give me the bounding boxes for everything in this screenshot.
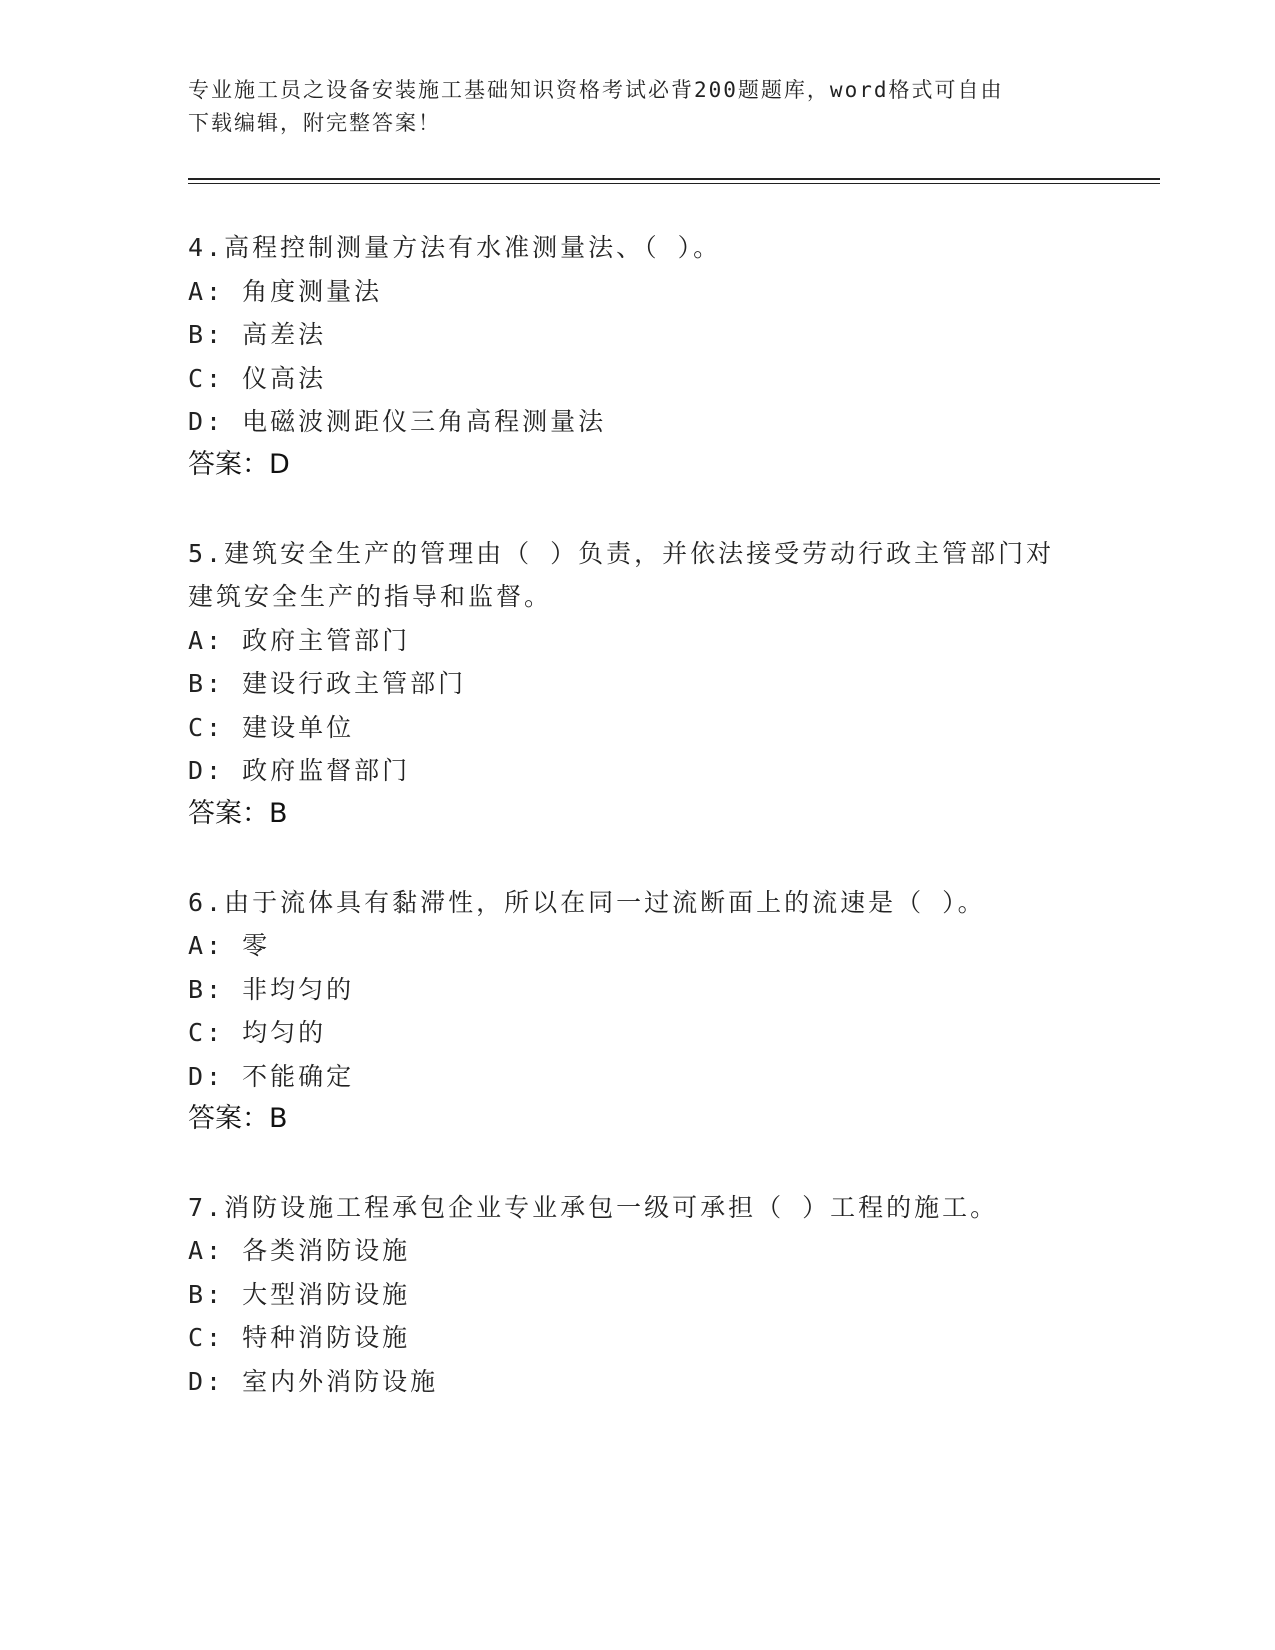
question-6-answer: 答案：B [188, 1103, 288, 1134]
header-divider-thin [188, 183, 1160, 184]
question-4-option-d: D: 电磁波测距仪三角高程测量法 [188, 407, 607, 436]
question-7-option-a: A: 各类消防设施 [188, 1236, 411, 1265]
question-6-option-b: B: 非均匀的 [188, 975, 355, 1004]
question-5-stem-line-1: 5.建筑安全生产的管理由（ ）负责，并依法接受劳动行政主管部门对 [188, 539, 1055, 568]
question-4-option-b: B: 高差法 [188, 320, 327, 349]
question-5-stem-line-2: 建筑安全生产的指导和监督。 [188, 582, 553, 611]
question-4-option-a: A: 角度测量法 [188, 277, 383, 306]
question-5-option-c: C: 建设单位 [188, 713, 355, 742]
question-6-option-c: C: 均匀的 [188, 1018, 327, 1047]
question-7-option-c: C: 特种消防设施 [188, 1323, 411, 1352]
header-line-2: 下载编辑，附完整答案！ [188, 111, 441, 135]
question-5-answer: 答案：B [188, 798, 288, 829]
question-4-stem: 4.高程控制测量方法有水准测量法、（ ）。 [188, 233, 722, 262]
document-header [188, 74, 1088, 140]
question-4-option-c: C: 仪高法 [188, 364, 327, 393]
question-7-option-b: B: 大型消防设施 [188, 1280, 411, 1309]
question-6-stem: 6.由于流体具有黏滞性，所以在同一过流断面上的流速是（ ）。 [188, 888, 986, 917]
question-5-option-b: B: 建设行政主管部门 [188, 669, 467, 698]
question-5-option-a: A: 政府主管部门 [188, 626, 411, 655]
question-6-option-a: A: 零 [188, 931, 271, 960]
question-4-answer: 答案：D [188, 449, 290, 480]
header-divider-thick [188, 178, 1160, 180]
question-7-stem: 7.消防设施工程承包企业专业承包一级可承担（ ）工程的施工。 [188, 1193, 999, 1222]
question-7-option-d: D: 室内外消防设施 [188, 1367, 439, 1396]
question-6-option-d: D: 不能确定 [188, 1062, 355, 1091]
question-5-option-d: D: 政府监督部门 [188, 756, 411, 785]
header-line-1: 专业施工员之设备安装施工基础知识资格考试必背200题题库，word格式可自由 [188, 78, 1004, 102]
